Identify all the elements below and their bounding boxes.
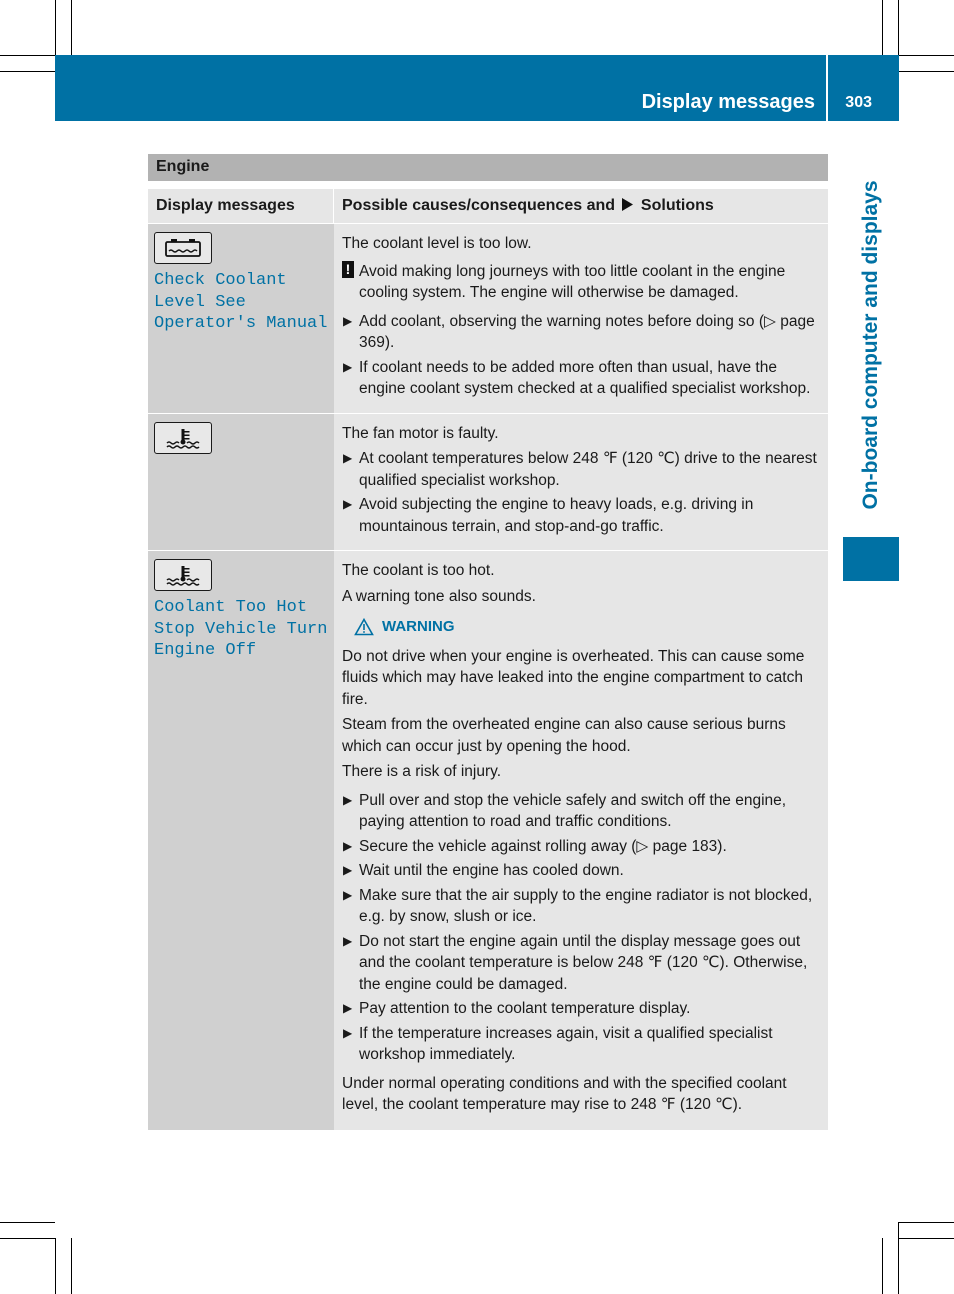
- display-message-cell: [148, 414, 334, 551]
- bullet-arrow-icon: ▶: [343, 887, 353, 902]
- notice-block: [342, 261, 820, 304]
- table-header: [148, 189, 828, 224]
- solution-cell: [334, 414, 828, 551]
- cause-text: The fan motor is faulty.: [342, 424, 499, 442]
- warning-text: Do not drive when your engine is overheated. This can cause some fluids which may have leaked into the engine compartment to catch fire.: [342, 647, 805, 708]
- warning-text: Steam from the overheated engine can also cause serious burns which can occur just by opening the hood.: [342, 716, 786, 755]
- display-messages-table: [148, 189, 828, 1131]
- bullet-arrow-icon: ▶: [343, 359, 353, 374]
- list-item: ▶ Do not start the engine again until the display message goes out and the coolant temperature is below 248 ℉ (120 ℃). Otherwise, the engine could be damaged.: [343, 932, 808, 993]
- exclamation-icon: !: [342, 261, 354, 278]
- crop-mark: [899, 71, 954, 72]
- crop-mark: [882, 0, 883, 55]
- coolant-temperature-icon: [154, 422, 212, 454]
- column-header-solutions: Solutions: [640, 197, 714, 214]
- bullet-arrow-icon: ▶: [343, 451, 353, 465]
- crop-mark: [899, 1238, 954, 1239]
- crop-mark: [0, 55, 55, 56]
- table-row: [148, 224, 828, 414]
- crop-mark: [55, 1238, 56, 1294]
- bullet-arrow-icon: ▶: [343, 1001, 353, 1015]
- list-item: ▶ Add coolant, observing the warning notes before doing so (▷ page 369).: [343, 312, 815, 351]
- column-header-causes-solutions: [334, 189, 828, 223]
- section-title: Engine: [156, 158, 210, 175]
- page-title: Display messages: [641, 91, 815, 113]
- list-item: ▶ Avoid subjecting the engine to heavy loads, e.g. driving in mountainous terrain, and stop-and-go traffic.: [343, 496, 754, 535]
- list-item: ▶ If coolant needs to be added more often than usual, have the engine coolant system checked at a qualified specialist workshop.: [343, 358, 811, 397]
- list-item: ▶ Secure the vehicle against rolling away (▷ page 183).: [342, 836, 820, 858]
- display-message-cell: [148, 551, 334, 1130]
- chapter-tab-marker: [843, 537, 899, 581]
- display-message-text: Check Coolant Level See Operator's Manual: [154, 271, 328, 333]
- bullet-arrow-icon: ▶: [343, 933, 353, 948]
- cause-text: The coolant is too hot.: [342, 562, 495, 579]
- page-number: 303: [845, 94, 872, 111]
- solution-cell: [334, 551, 828, 1130]
- list-item: ▶ Wait until the engine has cooled down.: [342, 860, 820, 882]
- crop-mark: [0, 71, 55, 72]
- footer-note: Under normal operating conditions and with the specified coolant level, the coolant temperature may rise to 248 ℉ (120 ℃).: [342, 1074, 787, 1113]
- crop-mark: [882, 1238, 883, 1294]
- coolant-temperature-icon: [154, 559, 212, 591]
- list-item: ▶ Make sure that the air supply to the engine radiator is not blocked, e.g. by snow, slush or ice.: [343, 886, 813, 925]
- crop-mark: [899, 55, 954, 56]
- section-heading: [148, 154, 828, 181]
- warning-heading: [354, 616, 820, 638]
- warning-triangle-icon: [354, 618, 374, 636]
- arrow-right-icon: [622, 198, 633, 211]
- table-row: [148, 414, 828, 552]
- list-item: ▶ At coolant temperatures below 248 ℉ (120 ℃) drive to the nearest qualified specialist workshop.: [343, 450, 817, 489]
- notice-text: Avoid making long journeys with too little coolant in the engine cooling system. The engine will otherwise be damaged.: [359, 262, 786, 301]
- bullet-arrow-icon: ▶: [343, 497, 353, 511]
- table-row: [148, 551, 828, 1131]
- list-item: ▶ If the temperature increases again, visit a qualified specialist workshop immediately.: [343, 1024, 773, 1063]
- cause-text: A warning tone also sounds.: [342, 587, 536, 605]
- column-header-causes: Possible causes/consequences and: [342, 197, 616, 214]
- warning-text: There is a risk of injury.: [342, 763, 502, 780]
- bullet-arrow-icon: ▶: [343, 792, 353, 807]
- crop-mark: [0, 1222, 55, 1223]
- crop-mark: [71, 1238, 72, 1294]
- solution-cell: [334, 224, 828, 413]
- display-message-text: Coolant Too Hot Stop Vehicle Turn Engine Off: [154, 598, 328, 660]
- bullet-arrow-icon: ▶: [343, 863, 353, 877]
- chapter-label: On-board computer and displays: [859, 180, 882, 510]
- warning-label: WARNING: [382, 618, 455, 635]
- crop-mark: [899, 1222, 954, 1223]
- bullet-arrow-icon: ▶: [343, 313, 353, 328]
- coolant-level-icon: [154, 232, 212, 264]
- page-header: [55, 55, 899, 121]
- crop-mark: [0, 1238, 55, 1239]
- crop-mark: [898, 0, 899, 55]
- list-item: ▶ Pay attention to the coolant temperature display.: [342, 998, 820, 1020]
- bullet-arrow-icon: ▶: [343, 838, 353, 853]
- crop-mark: [898, 1222, 899, 1294]
- crop-mark: [55, 0, 56, 55]
- column-header-display-messages: Display messages: [148, 189, 334, 223]
- header-divider: [826, 55, 828, 121]
- display-message-cell: [148, 224, 334, 413]
- crop-mark: [71, 0, 72, 55]
- list-item: ▶ Pull over and stop the vehicle safely and switch off the engine, paying attention to road and traffic conditions.: [343, 791, 787, 830]
- cause-text: The coolant level is too low.: [342, 235, 532, 252]
- bullet-arrow-icon: ▶: [343, 1025, 353, 1040]
